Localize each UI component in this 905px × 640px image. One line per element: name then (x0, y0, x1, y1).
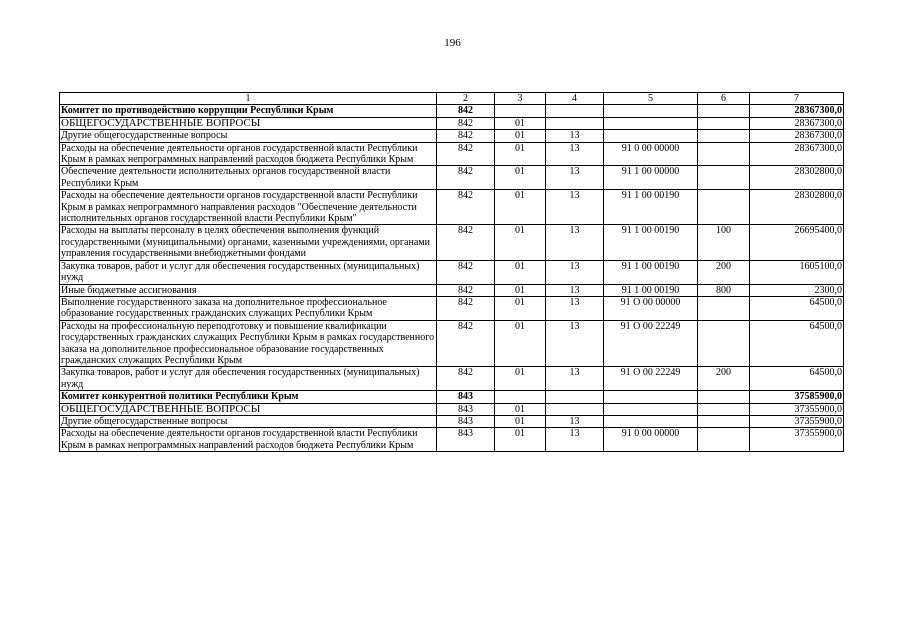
row-subsection: 13 (546, 415, 604, 427)
row-section: 01 (495, 428, 546, 452)
row-name: Расходы на обеспечение деятельности органов государственной власти Республики Крым в рамках непрограммного направления расходов "Обеспечение деятельности исполнительных органов государственной власти Республики Крым" (60, 190, 437, 225)
row-expense-type: 200 (698, 367, 750, 391)
row-section: 01 (495, 190, 546, 225)
table-row (60, 403, 844, 415)
row-section: 01 (495, 367, 546, 391)
row-name: Расходы на обеспечение деятельности органов государственной власти Республики Крым в рамках непрограммных направлений расходов бюджета Республики Крым (60, 428, 437, 452)
table-row (60, 166, 844, 190)
row-subsection: 13 (546, 142, 604, 166)
row-target-article: 91 1 00 00190 (604, 284, 698, 296)
table-row (60, 130, 844, 142)
table-row (60, 284, 844, 296)
row-name: Иные бюджетные ассигнования (60, 284, 437, 296)
row-section: 01 (495, 260, 546, 284)
row-section: 01 (495, 320, 546, 367)
row-subsection: 13 (546, 428, 604, 452)
row-target-article (604, 391, 698, 403)
row-subsection: 13 (546, 284, 604, 296)
row-code: 842 (437, 367, 495, 391)
row-code: 842 (437, 320, 495, 367)
row-section: 01 (495, 142, 546, 166)
row-amount: 37355900,0 (750, 403, 844, 415)
row-subsection (546, 117, 604, 129)
row-target-article (604, 130, 698, 142)
row-code: 842 (437, 260, 495, 284)
row-name: Расходы на выплаты персоналу в целях обеспечения выполнения функций государственными (муниципальными) органами, казенными учреждениями, органами управления государственными внебюджетными фондами (60, 225, 437, 260)
row-amount: 37585900,0 (750, 391, 844, 403)
row-code: 842 (437, 130, 495, 142)
row-code: 842 (437, 296, 495, 320)
row-section: 01 (495, 415, 546, 427)
row-section: 01 (495, 225, 546, 260)
row-section: 01 (495, 130, 546, 142)
row-amount: 28302800,0 (750, 166, 844, 190)
row-subsection (546, 403, 604, 415)
row-name: Закупка товаров, работ и услуг для обеспечения государственных (муниципальных) нужд (60, 260, 437, 284)
column-header-4: 4 (546, 93, 604, 105)
column-header-3: 3 (495, 93, 546, 105)
row-target-article: 91 1 00 00190 (604, 260, 698, 284)
row-code: 842 (437, 166, 495, 190)
row-name: ОБЩЕГОСУДАРСТВЕННЫЕ ВОПРОСЫ (60, 117, 437, 129)
row-subsection: 13 (546, 260, 604, 284)
table-row (60, 367, 844, 391)
table-row (60, 105, 844, 117)
row-subsection: 13 (546, 190, 604, 225)
row-code: 843 (437, 403, 495, 415)
row-target-article (604, 105, 698, 117)
row-name: Выполнение государственного заказа на дополнительное профессиональное образование государственных гражданских служащих Республики Крым (60, 296, 437, 320)
row-code: 843 (437, 415, 495, 427)
row-amount: 37355900,0 (750, 428, 844, 452)
row-expense-type (698, 105, 750, 117)
row-target-article: 91 О 00 22249 (604, 320, 698, 367)
row-section (495, 105, 546, 117)
row-section (495, 391, 546, 403)
row-amount: 28367300,0 (750, 117, 844, 129)
row-amount: 2300,0 (750, 284, 844, 296)
row-subsection: 13 (546, 130, 604, 142)
row-amount: 64500,0 (750, 320, 844, 367)
row-name: Другие общегосударственные вопросы (60, 130, 437, 142)
row-name: Комитет конкурентной политики Республики Крым (60, 391, 437, 403)
row-code: 842 (437, 284, 495, 296)
row-subsection: 13 (546, 320, 604, 367)
row-target-article: 91 О 00 00000 (604, 296, 698, 320)
row-section: 01 (495, 403, 546, 415)
column-header-6: 6 (698, 93, 750, 105)
row-subsection (546, 105, 604, 117)
row-expense-type (698, 142, 750, 166)
table-row (60, 428, 844, 452)
row-expense-type (698, 403, 750, 415)
table-row (60, 260, 844, 284)
row-expense-type (698, 428, 750, 452)
row-amount: 64500,0 (750, 367, 844, 391)
row-name: Расходы на обеспечение деятельности органов государственной власти Республики Крым в рамках непрограммных направлений расходов бюджета Республики Крым (60, 142, 437, 166)
row-subsection: 13 (546, 166, 604, 190)
row-name: Расходы на профессиональную переподготовку и повышение квалификации государственных гражданских служащих Республики Крым в рамках государственного заказа на дополнительное профессиональное образование государственных гражданских служащих Республики Крым (60, 320, 437, 367)
row-code: 842 (437, 225, 495, 260)
row-amount: 64500,0 (750, 296, 844, 320)
row-target-article (604, 403, 698, 415)
row-section: 01 (495, 296, 546, 320)
row-target-article: 91 1 00 00000 (604, 166, 698, 190)
table-row (60, 190, 844, 225)
table-row (60, 320, 844, 367)
row-section: 01 (495, 166, 546, 190)
table-row (60, 391, 844, 403)
row-target-article: 91 1 00 00190 (604, 225, 698, 260)
row-section: 01 (495, 284, 546, 296)
column-header-2: 2 (437, 93, 495, 105)
row-expense-type: 200 (698, 260, 750, 284)
table-body (60, 105, 844, 452)
row-code: 843 (437, 428, 495, 452)
row-expense-type (698, 166, 750, 190)
row-subsection: 13 (546, 367, 604, 391)
row-name: Комитет по противодействию коррупции Республики Крым (60, 105, 437, 117)
row-expense-type (698, 130, 750, 142)
row-target-article (604, 117, 698, 129)
row-expense-type (698, 320, 750, 367)
row-subsection (546, 391, 604, 403)
row-target-article: 91 1 00 00190 (604, 190, 698, 225)
row-section: 01 (495, 117, 546, 129)
row-amount: 28302800,0 (750, 190, 844, 225)
row-target-article (604, 415, 698, 427)
row-amount: 28367300,0 (750, 142, 844, 166)
column-header-7: 7 (750, 93, 844, 105)
row-name: ОБЩЕГОСУДАРСТВЕННЫЕ ВОПРОСЫ (60, 403, 437, 415)
row-code: 843 (437, 391, 495, 403)
row-amount: 28367300,0 (750, 105, 844, 117)
row-code: 842 (437, 117, 495, 129)
page-number: 196 (444, 37, 461, 49)
row-target-article: 91 0 00 00000 (604, 142, 698, 166)
row-expense-type: 100 (698, 225, 750, 260)
column-header-1: 1 (60, 93, 437, 105)
row-amount: 1605100,0 (750, 260, 844, 284)
row-code: 842 (437, 142, 495, 166)
row-amount: 37355900,0 (750, 415, 844, 427)
row-expense-type (698, 190, 750, 225)
table-row (60, 142, 844, 166)
row-target-article: 91 О 00 22249 (604, 367, 698, 391)
row-code: 842 (437, 105, 495, 117)
budget-table (59, 92, 844, 452)
row-name: Обеспечение деятельности исполнительных органов государственной власти Республики Крым (60, 166, 437, 190)
row-target-article: 91 0 00 00000 (604, 428, 698, 452)
row-expense-type (698, 117, 750, 129)
row-expense-type: 800 (698, 284, 750, 296)
header-row (60, 93, 844, 105)
column-header-5: 5 (604, 93, 698, 105)
row-name: Закупка товаров, работ и услуг для обеспечения государственных (муниципальных) нужд (60, 367, 437, 391)
row-expense-type (698, 296, 750, 320)
row-name: Другие общегосударственные вопросы (60, 415, 437, 427)
row-code: 842 (437, 190, 495, 225)
row-subsection: 13 (546, 296, 604, 320)
table-row (60, 296, 844, 320)
table-row (60, 415, 844, 427)
row-subsection: 13 (546, 225, 604, 260)
row-amount: 26695400,0 (750, 225, 844, 260)
row-amount: 28367300,0 (750, 130, 844, 142)
table-row (60, 117, 844, 129)
row-expense-type (698, 391, 750, 403)
row-expense-type (698, 415, 750, 427)
table-row (60, 225, 844, 260)
